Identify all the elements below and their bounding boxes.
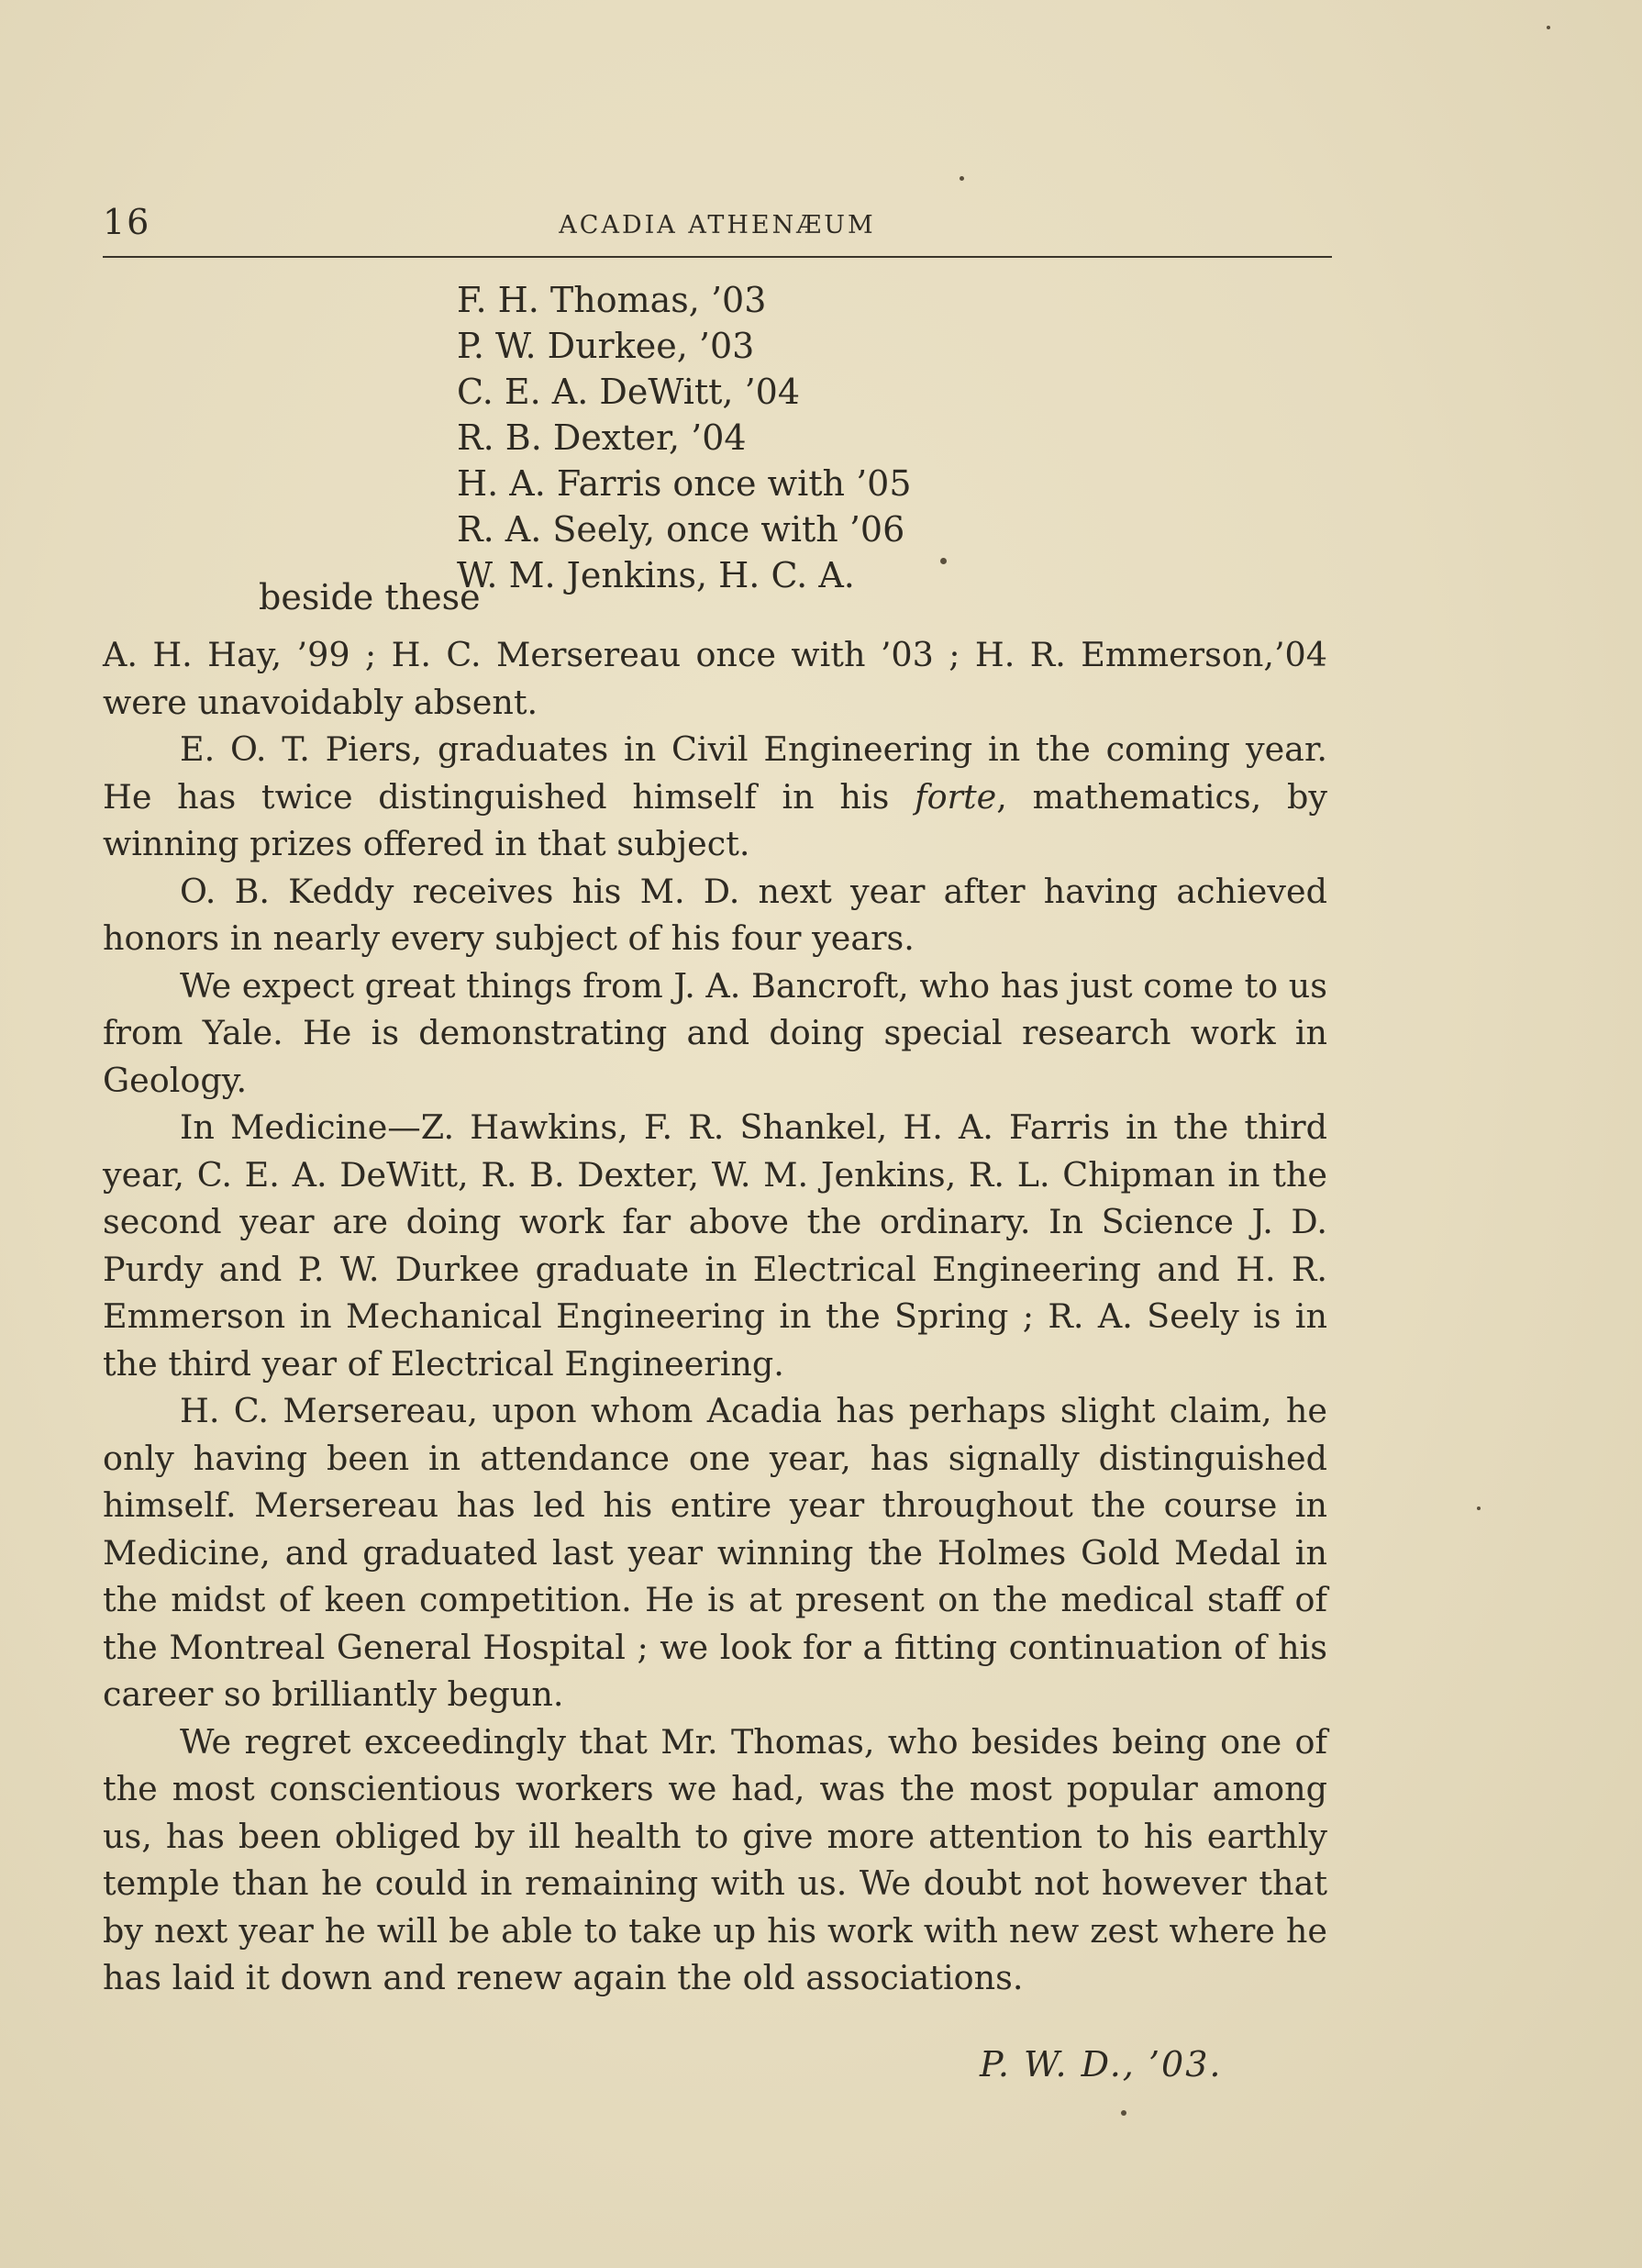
beside-these-line: beside these [259, 577, 481, 617]
name-list-item: H. A. Farris once with ’05 [457, 463, 912, 504]
paragraph-medicine-science: In Medicine—Z. Hawkins, F. R. Shankel, H. A. Farris in the third year, C. E. A. DeWitt, R. B. Dexter, W. M. Jenkins, R. L. Chipman in the second year are doing work far above the ordinary. In Science J. D. Purdy and P. W. Durkee graduate in Electrical Engineering and H. R. Emmerson in Mechanical Engineering in the Spring ; R. A. Seely is in the third year of Electrical Engineering. [103, 1107, 1327, 1384]
name-list-item: R. B. Dexter, ’04 [457, 417, 747, 458]
paper-speck [1121, 2110, 1126, 2116]
name-list [457, 277, 912, 598]
paragraph-piers: E. O. T. Piers, graduates in Civil Engineering in the coming year. He has twice distinguished himself in his forte, mathematics, by winning prizes offered in that subject. [103, 729, 1328, 863]
paragraph-keddy: O. B. Keddy receives his M. D. next year after having achieved honors in nearly every subject of his four years. [103, 871, 1327, 958]
name-list-item: W. M. Jenkins, H. C. A. [457, 555, 855, 595]
header-rule [103, 256, 1332, 258]
signature: P. W. D., ’03. [980, 2044, 1223, 2085]
article-body [103, 631, 1327, 2002]
paper-speck [1547, 26, 1550, 29]
italic-word: forte [915, 776, 997, 817]
page-number: 16 [103, 202, 151, 242]
running-head: ACADIA ATHENÆUM [559, 211, 876, 239]
name-list-item: P. W. Durkee, ’03 [457, 326, 755, 366]
paper-speck [960, 176, 964, 181]
paper-speck [940, 558, 947, 564]
name-list-item: F. H. Thomas, ’03 [457, 280, 767, 320]
paragraph-absent: A. H. Hay, ’99 ; H. C. Mersereau once with ’03 ; H. R. Emmerson,’04 were unavoidably absent. [103, 635, 1327, 722]
paragraph-thomas: We regret exceedingly that Mr. Thomas, who besides being one of the most conscientious workers we had, was the most popular among us, has been obliged by ill health to give more attention to his earthly temple than he could in remaining with us. We doubt not however that by next year he will be able to take up his work with new zest where he has laid it down and renew again the old associations. [103, 1721, 1327, 1997]
paragraph-mersereau: H. C. Mersereau, upon whom Acadia has perhaps slight claim, he only having been in attendance one year, has signally distinguished himself. Mersereau has led his entire year throughout the course in Medicine, and graduated last year winning the Holmes Gold Medal in the midst of keen competition. He is at present on the medical staff of the Montreal General Hospital ; we look for a fitting continuation of his career so brilliantly begun. [103, 1391, 1327, 1714]
name-list-item: C. E. A. DeWitt, ’04 [457, 372, 801, 412]
paragraph-bancroft: We expect great things from J. A. Bancroft, who has just come to us from Yale. He is demonstrating and doing special research work in Geology. [103, 965, 1327, 1100]
page-header [103, 193, 1332, 248]
paper-speck [1477, 1506, 1481, 1510]
name-list-item: R. A. Seely, once with ’06 [457, 509, 905, 550]
